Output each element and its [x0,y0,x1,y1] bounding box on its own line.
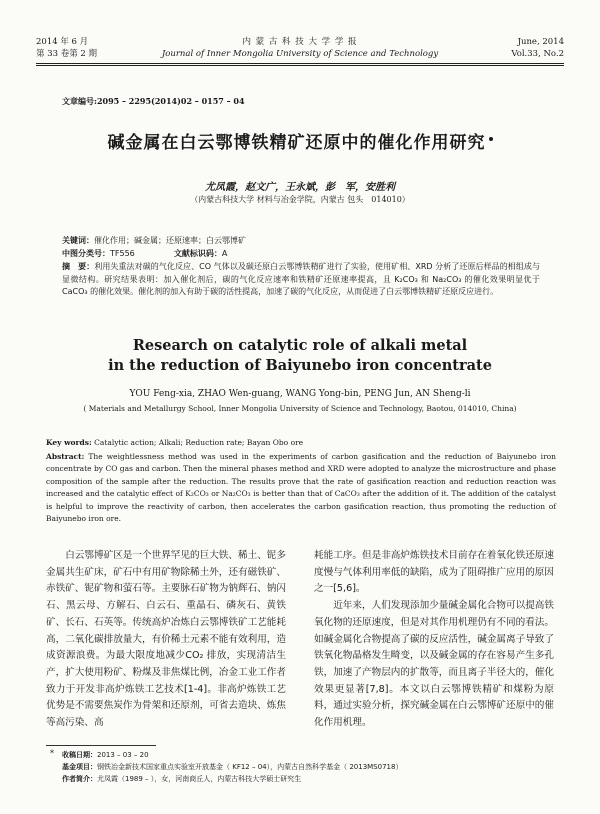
fund-value: 钢铁冶金新技术国家重点实验室开放基金（ KF12 – 04），内蒙古自然科学基金（ 2013MS0718） [97,763,403,771]
author-bio-label: 作者简介： [62,775,97,783]
body-paragraph: 近年来，人们发现添加少量碱金属化合物可以提高铁氧化物的还原速度，但是对其作用机理仍有不同的看法。如碱金属化合物提高了碳的反应活性，碱金属离子导致了铁氧化物晶格发生畸变，以及碱金属的存在容易产生多孔铁，加速了产物层内的扩散等，而且离子半径大的，催化效果更显著[7,8]。本文以白云鄂博铁精矿和煤粉为原料，通过实验分析，探究碱金属在白云鄂博矿还原中的催化作用机理。 [314,600,554,729]
issue-date-en: June, 2014 [517,37,564,47]
abstract-cn-text: 利用失重法对碳的气化反应、CO 气体以及碳还原白云鄂博铁精矿进行了实验，使用矿相、XRD 分析了还原后样品的相组成与显微结构。研究结果表明：加入催化剂后，碳的气化反应速率和铁精矿还原速率提高，且 K₂CO₃ 和 Na₂CO₃ 的催化效果明显优于 CaCO₃ 的催化效果。催化剂的加入有助于碳的活性提高，加速了碳的气化反应，从而促进了白云鄂博铁精矿还原反应进行。 [62,262,540,296]
footnote-star: * [50,749,54,758]
keywords-cn [62,235,540,248]
received-value: 2013 – 03 – 20 [97,751,149,759]
body-column-right [314,548,554,732]
header-rule-thin [36,65,564,66]
abstract-cn [62,261,540,299]
footnotes [62,749,552,785]
body-paragraph: 耗能工序。但是非高炉炼铁技术目前存在着氧化铁还原速度慢与气体利用率低的缺陷，成为了阻碍推广应用的原因之一[5,6]。 [314,550,554,595]
journal-name [0,36,600,60]
author-bio-value: 尤凤霞（1989 – ），女，河南商丘人，内蒙古科技大学硕士研究生 [97,775,302,783]
received-label: 收稿日期： [62,751,97,759]
clc-value: TF556 [110,249,135,258]
keywords-en-text: Catalytic action; Alkali; Reduction rate; Bayan Obo ore [94,438,304,447]
volume-issue-en: Vol.33, No.2 [511,49,564,59]
doc-code-label: 文献标识码： [173,249,222,258]
keywords-cn-label: 关键词： [62,236,94,245]
body-paragraph: 白云鄂博矿区是一个世界罕见的巨大铁、稀土、铌多金属共生矿床，矿石中有用矿物除稀土外，还有磁铁矿、赤铁矿、铌矿物和萤石等。主要脉石矿物为钠辉石、钠闪石、黑云母、方解石、白云石、重晶石、磷灰石、黄铁矿、长石、石英等。传统高炉冶炼白云鄂博铁矿工艺能耗高，二氧化碳排放量大，有价稀土元素不能有效利用，造成资源浪费。为最大限度地减少CO₂ 排放，实现清洁生产，扩大使用粉矿、粉煤及非焦煤比例，冶金工业工作者致力于开发非高炉炼铁工艺技术[1-4]。非高炉炼铁工艺优势是不需要焦炭作为骨架和还原剂，可省去造块、炼焦等高污染、高 [46,550,286,729]
abstract-cn-label: 摘 要： [62,262,95,271]
abstract-en-label: Abstract: [46,452,85,461]
journal-name-cn: 内 蒙 古 科 技 大 学 学 报 [242,37,358,47]
footnote-marker [489,137,493,141]
abstract-en-text: The weightlessness method was used in the experiments of carbon gasification and the reduction of Baiyunebo iron concentrate by CO gas and carbon. Then the mineral phases method and XRD were adopted to analyze the microstructure and phase composition of the sample after the reduction. The results prove that the rate of gasification reaction and reduction reaction was increased and the catalytic effect of K₂CO₃ or Na₂CO₃ is better than that of CaCO₃ after the addition of it. The addition of the catalyst is helpful to improve the reactivity of carbon, then accelerates the carbon gasification reaction, thus promoting the reduction of Baiyunebo iron ore. [46,452,557,524]
classification [62,248,540,261]
authors-cn: 尤凤霞，赵文广，王永斌，彭 军，安胜利 [205,182,395,193]
body-column-left [46,548,286,732]
affiliation-cn: （内蒙古科技大学 材料与冶金学院，内蒙古 包头 014010） [190,195,410,204]
title-en-line1: Research on catalytic role of alkali metal [132,337,468,354]
article-number: 文章编号:2095 – 2295(2014)02 – 0157 – 04 [62,96,245,106]
doc-code-value: A [221,249,228,258]
footnote-rule [46,745,156,746]
keywords-cn-text: 催化作用；碱金属；还原速率；白云鄂博矿 [94,236,246,245]
title-en [0,336,600,376]
received-date [62,749,552,761]
clc-label: 中图分类号： [62,249,110,258]
issue-date: 2014 年 6 月 [36,37,89,47]
fund-label: 基金项目： [62,763,97,771]
journal-volume [511,36,564,60]
title-cn [0,128,600,153]
authors-en: YOU Feng-xia, ZHAO Wen-guang, WANG Yong-bin, PENG Jun, AN Sheng-li [129,389,471,399]
volume-issue-cn: 第 33 卷第 2 期 [36,49,98,59]
keywords-en-label: Key words: [46,438,92,447]
keywords-en [46,437,556,449]
fund-info [62,761,552,773]
header-rule [36,63,564,64]
journal-name-en: Journal of Inner Mongolia University of Science and Technology [161,49,439,59]
title-en-line2: in the reduction of Baiyunebo iron concentrate [108,357,492,374]
title-cn-text: 碱金属在白云鄂博铁精矿还原中的催化作用研究 [107,133,486,153]
author-bio [62,773,552,785]
abstract-en [46,451,556,525]
affiliation-en: ( Materials and Metallurgy School, Inner Mongolia University of Science and Technology, Baotou, 014010, China) [83,404,517,413]
